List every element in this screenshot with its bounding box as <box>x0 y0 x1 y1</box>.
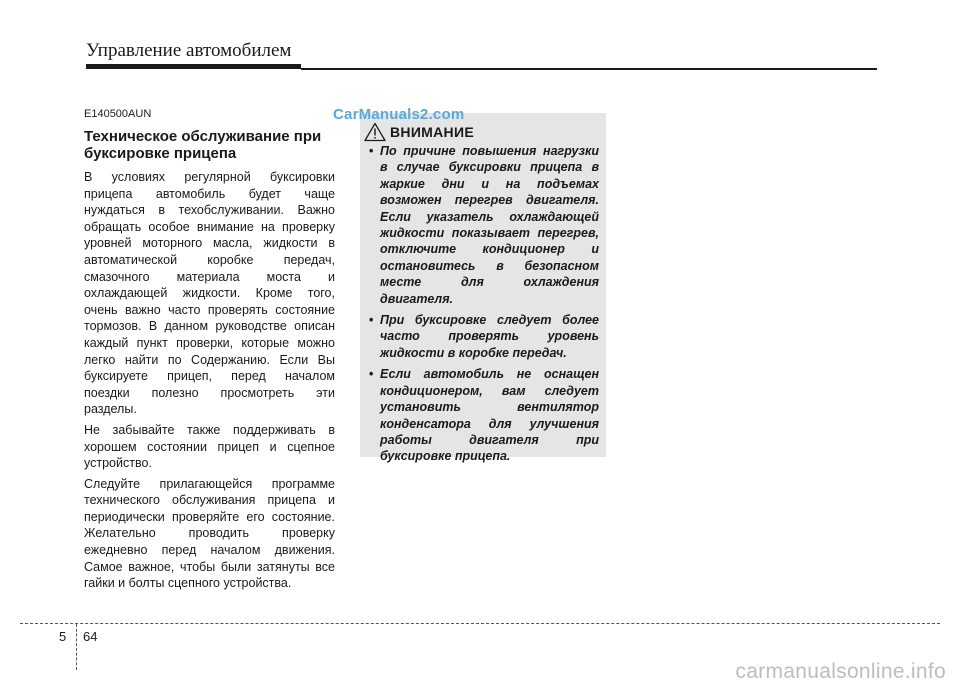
footer-rule <box>20 623 940 624</box>
watermark-bottom: carmanualsonline.info <box>735 660 946 683</box>
bullet: • <box>369 313 374 328</box>
bullet: • <box>369 367 374 382</box>
watermark-top: CarManuals2.com <box>333 106 465 123</box>
warning-item-text: При буксировке следует более часто проверять уровень жидкости в коробке передач. <box>380 313 599 360</box>
warning-item-text: Если автомобиль не оснащен кондиционером, вам следует установить вентилятор конденсатора для улучшения работы двигателя при буксировке прицепа. <box>380 367 599 464</box>
paragraph: Следуйте прилагающейся программе технического обслуживания прицепа и периодически проверяйте его состояние. Желательно проводить проверку ежедневно перед началом движения. Самое важное, чтобы были затянуты все гайки и болты сцепного устройства. <box>84 476 335 591</box>
warning-item <box>369 143 599 307</box>
warning-item <box>369 366 599 464</box>
warning-triangle-icon <box>364 122 386 142</box>
chapter-number: 5 <box>59 629 67 644</box>
header-rule-thick <box>86 64 301 69</box>
warning-box <box>360 113 606 464</box>
page-number: 64 <box>83 629 98 644</box>
section-code: E140500AUN <box>84 108 152 120</box>
bullet: • <box>369 144 374 158</box>
footer-divider <box>76 624 77 670</box>
warning-header <box>364 121 474 143</box>
section-heading: Техническое обслуживание при буксировке прицепа <box>84 128 322 162</box>
warning-title: ВНИМАНИЕ <box>390 124 474 140</box>
warning-list <box>369 143 599 470</box>
paragraph: Не забывайте также поддерживать в хорошем состоянии прицеп и сцепное устройство. <box>84 422 335 471</box>
paragraph: В условиях регулярной буксировки прицепа автомобиль будет чаще нуждаться в техобслуживании. Важно обращать особое внимание на проверку уровней моторного масла, жидкости в автоматической коробке передач, смазочного материала моста и охлаждающей жидкости. Кроме того, очень важно часто проверять состояние тормозов. В данном руководстве описан каждый пункт проверки, которые можно легко найти по Содержанию. Если Вы буксируете прицеп, перед началом поездки полезно просмотреть эти разделы. <box>84 170 335 417</box>
warning-item <box>369 312 599 361</box>
main-text-column <box>84 108 335 596</box>
header-title: Управление автомобилем <box>86 40 292 61</box>
warning-item-text: По причине повышения нагрузки в случае буксировки прицепа в жаркие дни и на подъемах возможен перегрев двигателя. Если указатель охлаждающей жидкости показывает перегрев, отключите кондиционер и остановитесь в безопасном месте для охлаждения двигателя. <box>380 144 599 306</box>
header-rule-thin <box>301 68 877 70</box>
